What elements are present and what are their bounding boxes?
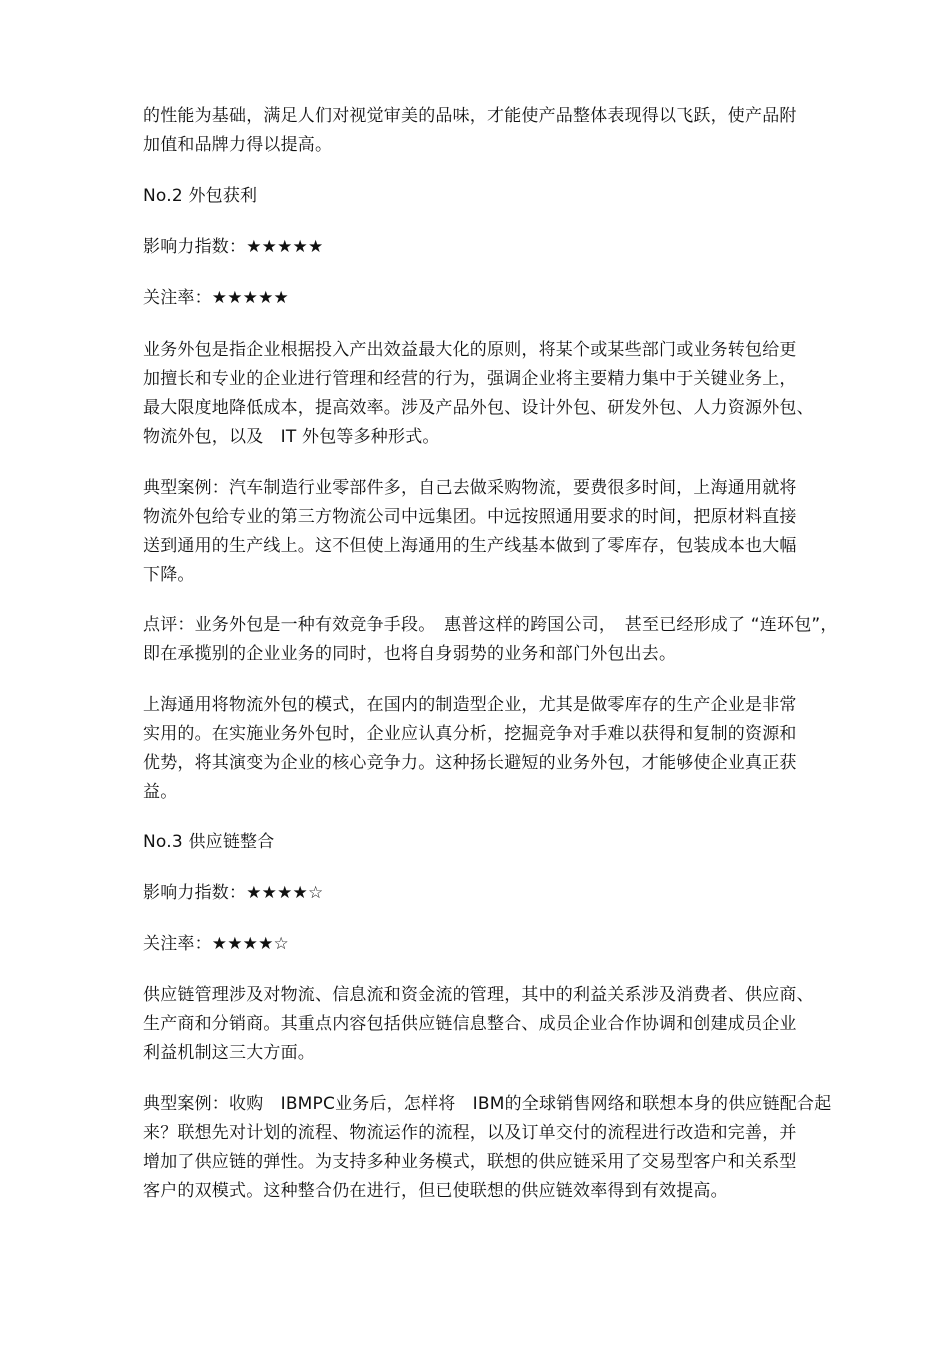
influence-rating-no2: 影响力指数：★★★★★: [143, 237, 324, 257]
text-line: 的性能为基础，满足人们对视觉审美的品味，才能使产品整体表现得以飞跃，使产品附: [143, 106, 797, 126]
text-line: 加擅长和专业的企业进行管理和经营的行为，强调企业将主要精力集中于关键业务上，: [143, 369, 797, 389]
text-line: 来？联想先对计划的流程、物流运作的流程，以及订单交付的流程进行改造和完善，并: [143, 1123, 797, 1143]
section-heading-no2: No.2 外包获利: [143, 186, 258, 206]
text-line: 生产商和分销商。其重点内容包括供应链信息整合、成员企业合作协调和创建成员企业: [143, 1014, 797, 1034]
text-line: 上海通用将物流外包的模式，在国内的制造型企业，尤其是做零库存的生产企业是非常: [143, 695, 797, 715]
text-line: 优势，将其演变为企业的核心竞争力。这种扬长避短的业务外包，才能够使企业真正获: [143, 753, 797, 773]
text-line: 典型案例：收购 IBMPC业务后，怎样将 IBM的全球销售网络和联想本身的供应链配合起: [143, 1094, 832, 1114]
text-line: 送到通用的生产线上。这不但使上海通用的生产线基本做到了零库存，包装成本也大幅: [143, 536, 797, 556]
influence-rating-no3: 影响力指数：★★★★☆: [143, 883, 324, 903]
text-line: 下降。: [143, 565, 195, 585]
text-line: 物流外包，以及 IT 外包等多种形式。: [143, 427, 440, 447]
text-line: 即在承揽别的企业业务的同时，也将自身弱势的业务和部门外包出去。: [143, 644, 677, 664]
text-line: 利益机制这三大方面。: [143, 1043, 315, 1063]
text-line: 物流外包给专业的第三方物流公司中远集团。中远按照通用要求的时间，把原材料直接: [143, 507, 797, 527]
text-line: 客户的双模式。这种整合仍在进行，但已使联想的供应链效率得到有效提高。: [143, 1181, 728, 1201]
text-line: 供应链管理涉及对物流、信息流和资金流的管理，其中的利益关系涉及消费者、供应商、: [143, 985, 814, 1005]
text-line: 实用的。在实施业务外包时，企业应认真分析，挖掘竞争对手难以获得和复制的资源和: [143, 724, 797, 744]
text-line: 典型案例：汽车制造行业零部件多，自己去做采购物流，要费很多时间，上海通用就将: [143, 478, 797, 498]
attention-rating-no3: 关注率：★★★★☆: [143, 934, 290, 954]
attention-rating-no2: 关注率：★★★★★: [143, 288, 290, 308]
text-line: 点评：业务外包是一种有效竞争手段。 惠普这样的跨国公司， 甚至已经形成了 “连环包”，: [143, 615, 838, 635]
text-line: 加值和品牌力得以提高。: [143, 135, 333, 155]
text-line: 最大限度地降低成本，提高效率。涉及产品外包、设计外包、研发外包、人力资源外包、: [143, 398, 814, 418]
text-line: 益。: [143, 782, 178, 802]
text-line: 增加了供应链的弹性。为支持多种业务模式，联想的供应链采用了交易型客户和关系型: [143, 1152, 797, 1172]
section-heading-no3: No.3 供应链整合: [143, 832, 275, 852]
text-line: 业务外包是指企业根据投入产出效益最大化的原则，将某个或某些部门或业务转包给更: [143, 340, 797, 360]
